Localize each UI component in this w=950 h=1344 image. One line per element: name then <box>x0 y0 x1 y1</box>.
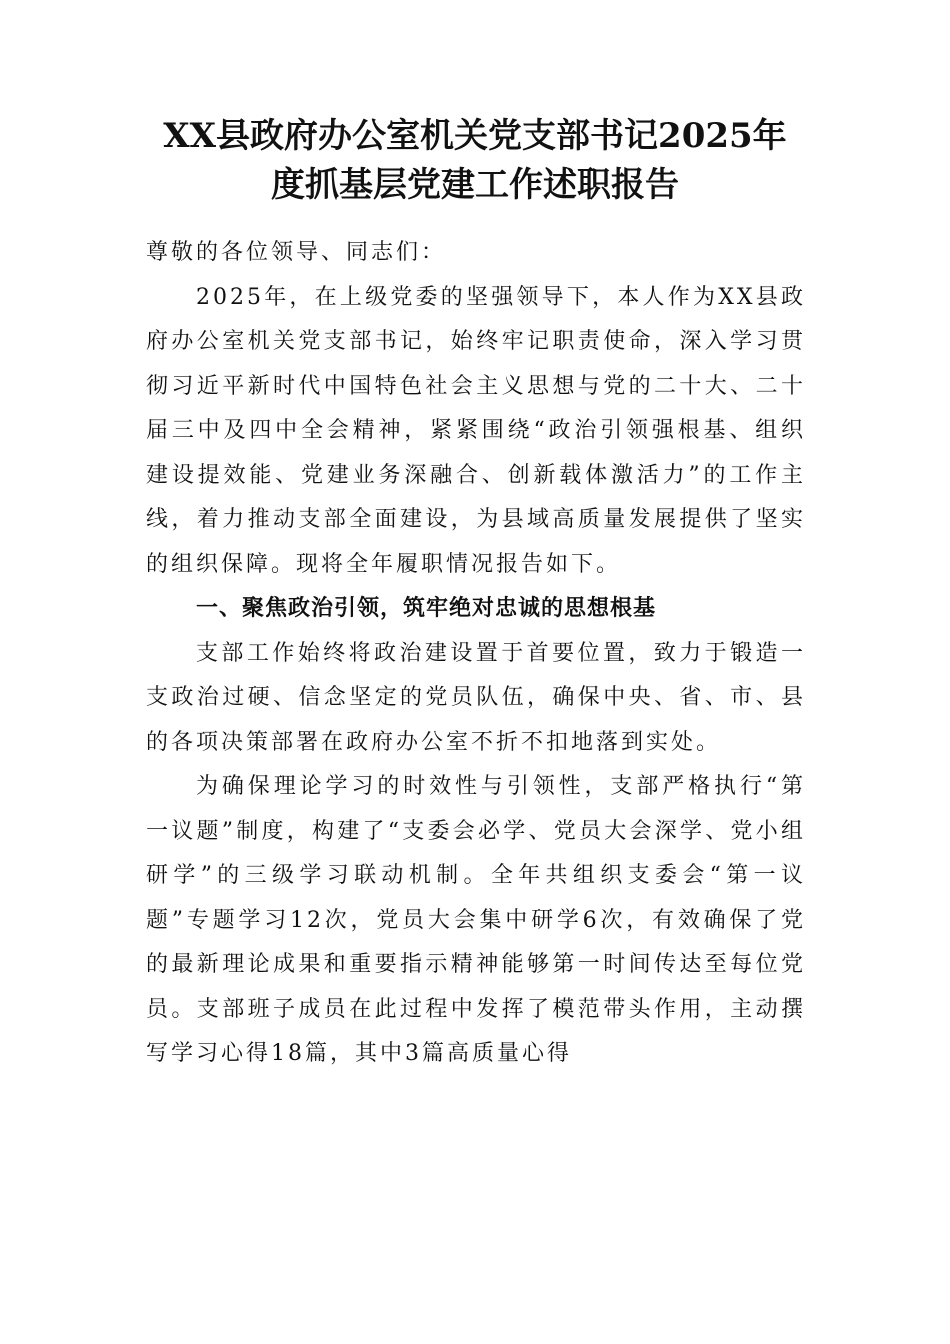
document-body <box>146 231 806 1077</box>
title-line-1: XX县政府办公室机关党支部书记2025年 <box>163 116 787 156</box>
paragraph-theory-study: 为确保理论学习的时效性与引领性，支部严格执行“第一议题”制度，构建了“支委会必学、党员大会深学、党小组研学”的三级学习联动机制。全年共组织支委会“第一议题”专题学习12次，党员大会集中研学6次，有效确保了党的最新理论成果和重要指示精神能够第一时间传达至每位党员。支部班子成员在此过程中发挥了模范带头作用，主动撰写学习心得18篇，其中3篇高质量心得 <box>146 774 806 1066</box>
paragraph-political-building: 支部工作始终将政治建设置于首要位置，致力于锻造一支政治过硬、信念坚定的党员队伍，确保中央、省、市、县的各项决策部署在政府办公室不折不扣地落到实处。 <box>146 640 806 755</box>
paragraph-intro: 2025年，在上级党委的坚强领导下，本人作为XX县政府办公室机关党支部书记，始终牢记职责使命，深入学习贯彻习近平新时代中国特色社会主义思想与党的二十大、二十届三中及四中全会精神，紧紧围绕“政治引领强根基、组织建设提效能、党建业务深融合、创新载体激活力”的工作主线，着力推动支部全面建设，为县域高质量发展提供了坚实的组织保障。现将全年履职情况报告如下。 <box>146 284 806 577</box>
section-heading: 一、聚焦政治引领，筑牢绝对忠诚的思想根基 <box>196 596 657 621</box>
salutation: 尊敬的各位领导、同志们： <box>146 240 447 265</box>
title-line-2: 度抓基层党建工作述职报告 <box>271 165 679 205</box>
document-title <box>120 112 830 210</box>
